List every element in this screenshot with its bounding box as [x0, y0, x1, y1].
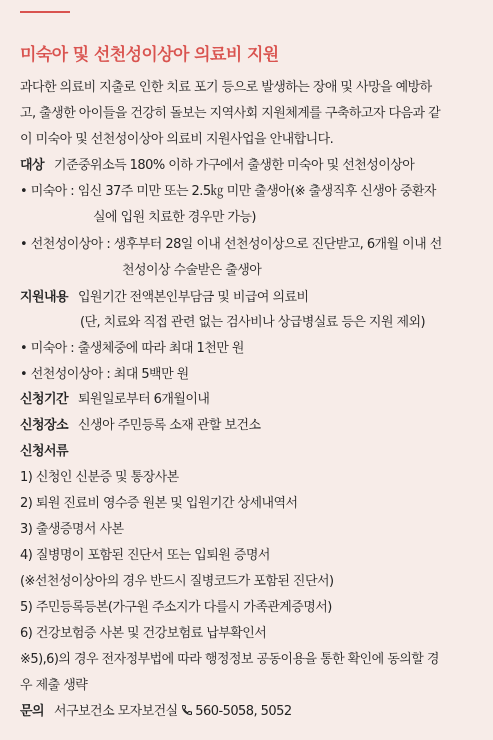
- documents-note-cont: 우 제출 생략: [20, 678, 88, 693]
- document-item: (※선천성이상아의 경우 반드시 질병코드가 포함된 진단서): [20, 574, 334, 589]
- target-label: 대상: [20, 158, 45, 173]
- target-row: [20, 157, 414, 175]
- document-item: 2) 퇴원 진료비 영수증 원본 및 입원기간 상세내역서: [20, 496, 298, 511]
- place-label: 신청장소: [20, 418, 69, 433]
- support-label: 지원내용: [20, 290, 69, 305]
- support-text: 입원기간 전액본인부담금 및 비급여 의료비: [78, 290, 309, 305]
- accent-divider: [20, 11, 70, 13]
- target-text: 기준중위소득 180% 이하 가구에서 출생한 미숙아 및 선천성이상아: [54, 158, 415, 173]
- place-row: [20, 417, 261, 435]
- intro-line: 고, 출생한 아이들을 건강히 돌보는 지역사회 지원체계를 구축하고자 다음과 같: [20, 106, 441, 121]
- target-premature-cont: 실에 입원 치료한 경우만 가능): [93, 210, 256, 225]
- document-item: 6) 건강보험증 사본 및 건강보험료 납부확인서: [20, 626, 267, 641]
- document-item: 1) 신청인 신분증 및 통장사본: [20, 470, 179, 485]
- support-congenital: • 선천성이상아 : 최대 5백만 원: [20, 367, 189, 382]
- document-item: 4) 질병명이 포함된 진단서 또는 입퇴원 증명서: [20, 548, 270, 563]
- documents-note: ※5),6)의 경우 전자정부법에 따라 행정정보 공동이용을 통한 확인에 동의할 경: [20, 652, 439, 667]
- period-row: [20, 391, 209, 409]
- intro-line: 이 미숙아 및 선천성이상아 의료비 지원사업을 안내합니다.: [20, 132, 334, 147]
- period-label: 신청기간: [20, 392, 69, 407]
- phone-icon: [181, 704, 193, 716]
- documents-label: 신청서류: [20, 444, 69, 459]
- intro-line: 과다한 의료비 지출로 인한 치료 포기 등으로 발생하는 장애 및 사망을 예방하: [20, 80, 432, 95]
- page-title: 미숙아 및 선천성이상아 의료비 지원: [20, 45, 279, 65]
- document-item: 5) 주민등록등본(가구원 주소지가 다를시 가족관계증명서): [20, 600, 332, 615]
- target-premature: • 미숙아 : 임신 37주 미만 또는 2.5㎏ 미만 출생아(※ 출생직후 신생아 중환자: [20, 184, 436, 199]
- contact-phone: 560-5058, 5052: [195, 704, 292, 719]
- target-congenital-cont: 천성이상 수술받은 출생아: [122, 263, 262, 278]
- place-text: 신생아 주민등록 소재 관할 보건소: [78, 418, 261, 433]
- support-note: (단, 치료와 직접 관련 없는 검사비나 상급병실료 등은 지원 제외): [80, 315, 426, 330]
- support-premature: • 미숙아 : 출생체중에 따라 최대 1천만 원: [20, 341, 244, 356]
- contact-office: 서구보건소 모자보건실: [54, 704, 178, 719]
- support-row: [20, 289, 309, 307]
- period-text: 퇴원일로부터 6개월이내: [78, 392, 210, 407]
- contact-row: [20, 703, 292, 721]
- document-item: 3) 출생증명서 사본: [20, 522, 124, 537]
- target-congenital: • 선천성이상아 : 생후부터 28일 이내 선천성이상으로 진단받고, 6개월 이내 선: [20, 237, 442, 252]
- contact-label: 문의: [20, 704, 45, 719]
